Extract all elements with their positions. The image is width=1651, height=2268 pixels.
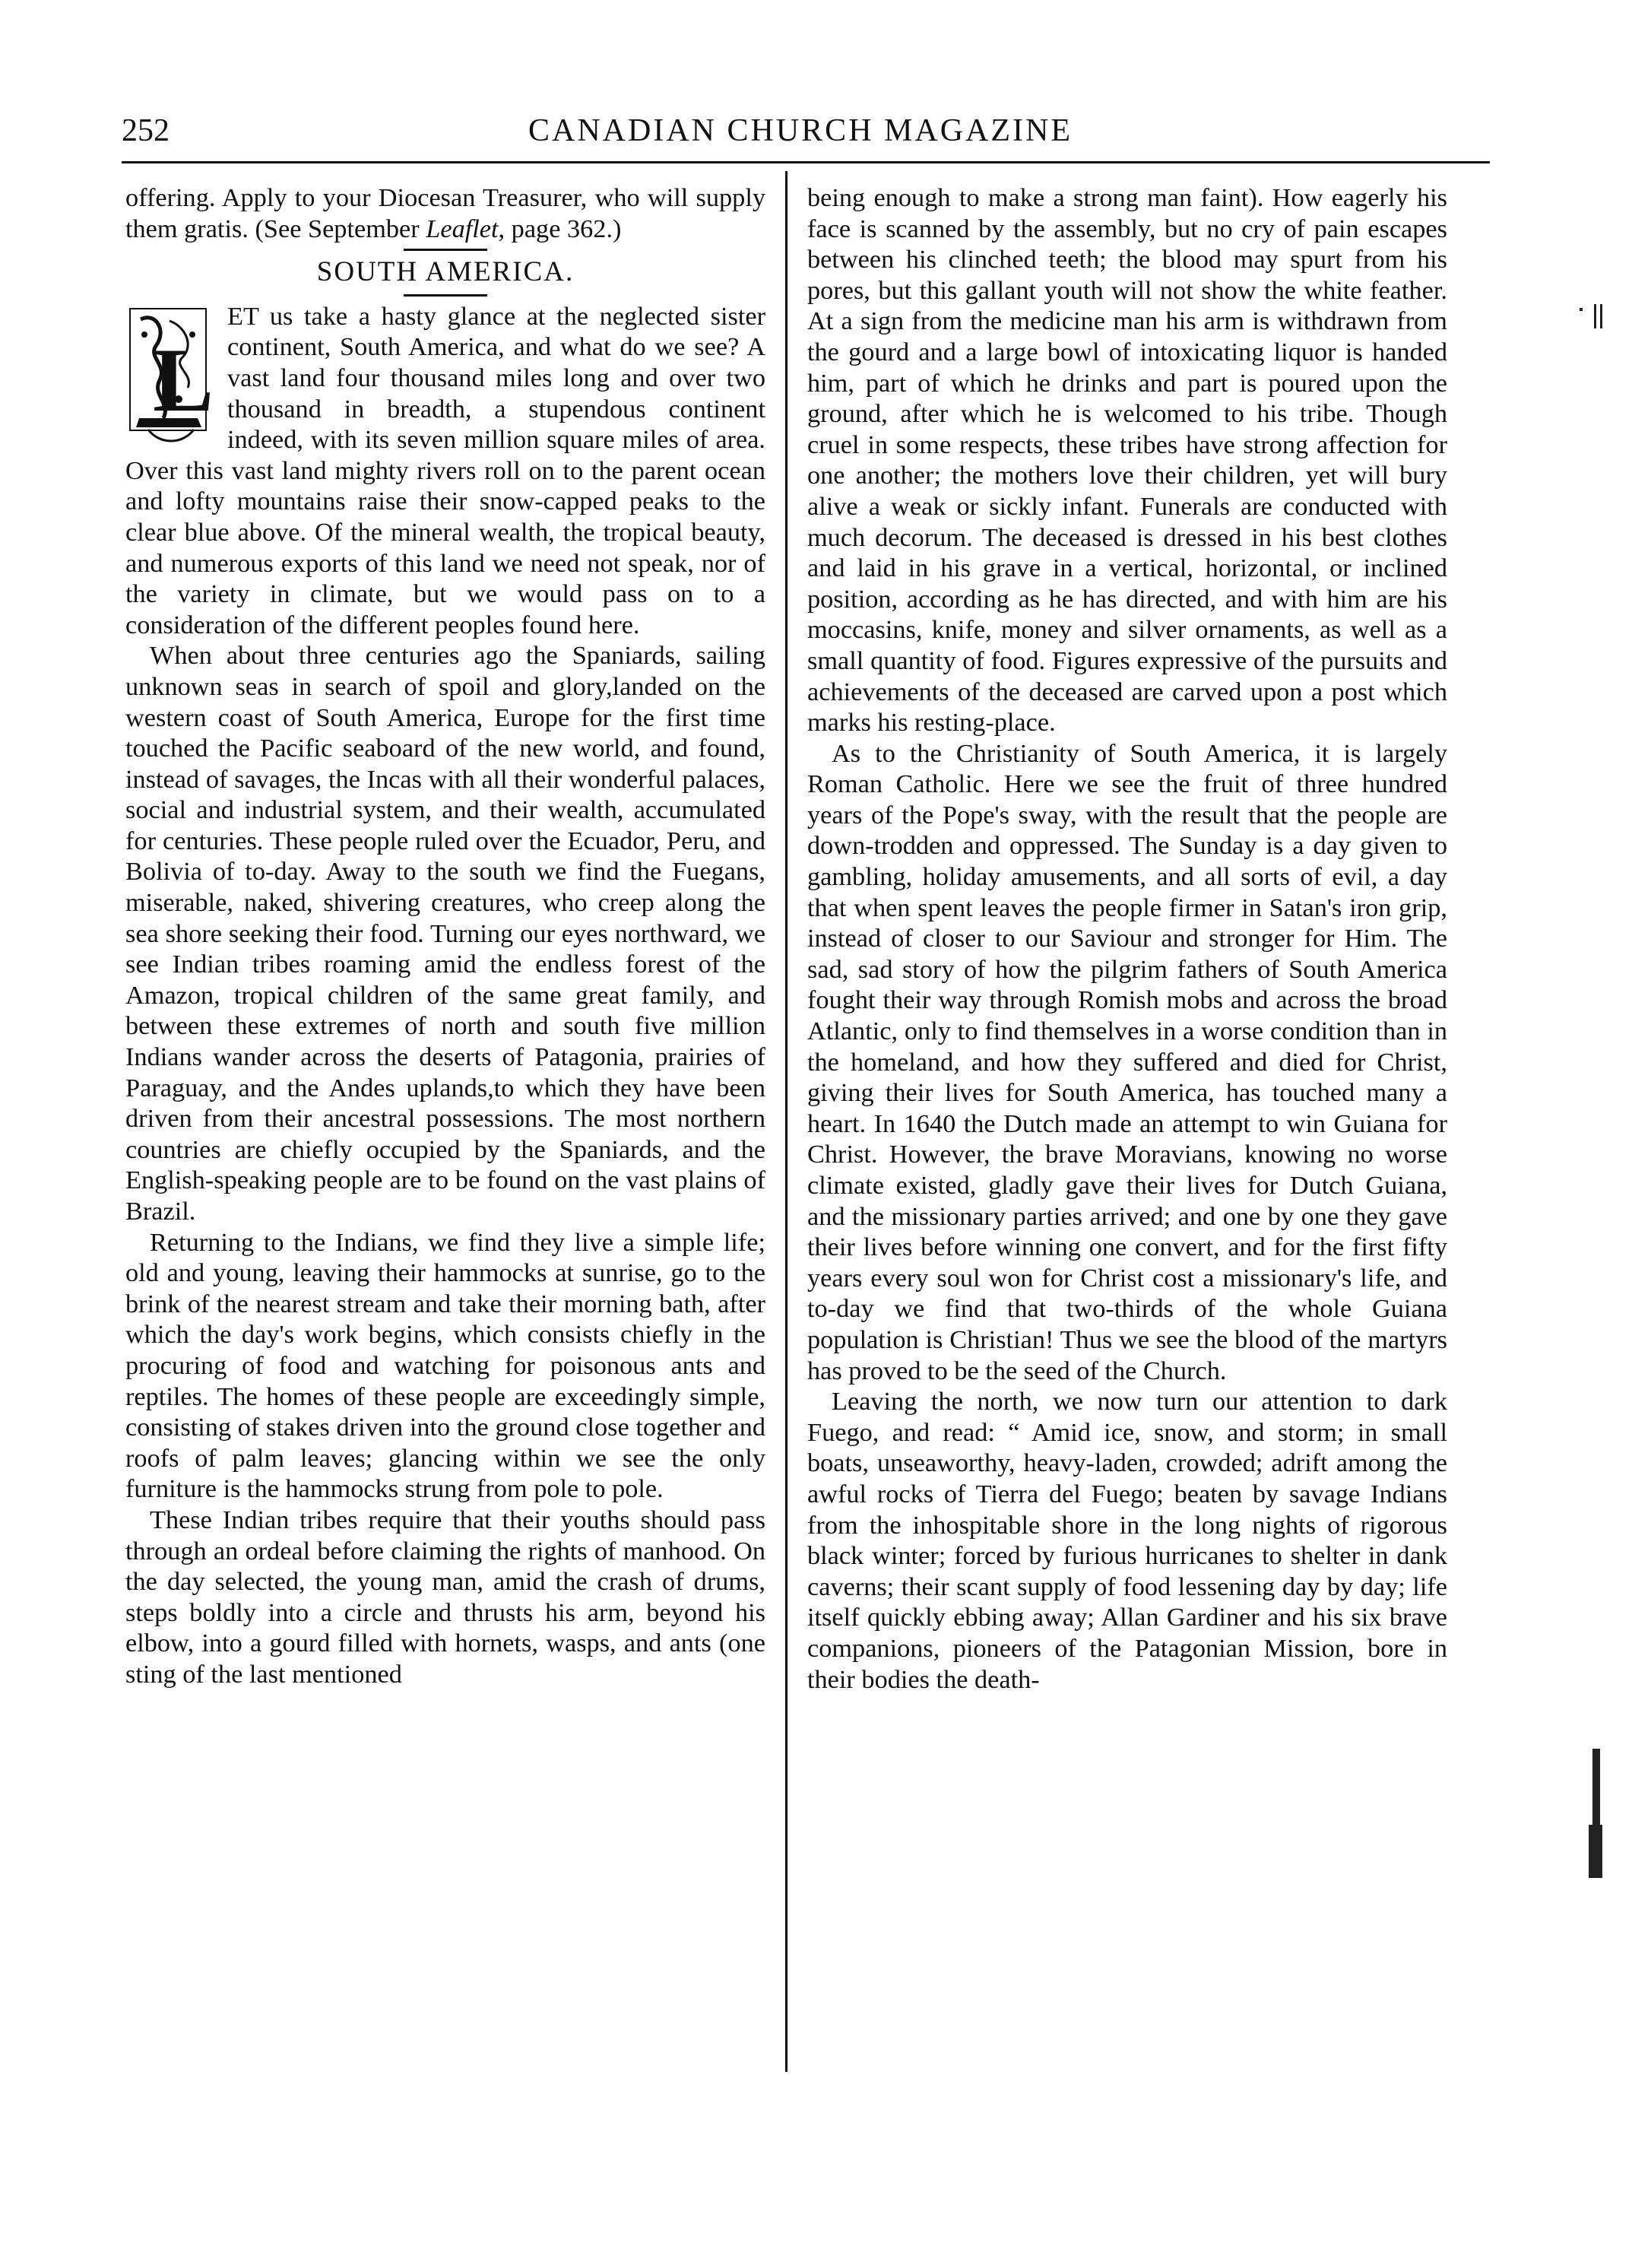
ornamental-dropcap-l — [125, 304, 217, 452]
section-rule-bottom — [404, 294, 487, 297]
scan-mark — [1594, 304, 1596, 328]
running-title: CANADIAN CHURCH MAGAZINE — [528, 113, 1073, 148]
paragraph-fuego: Leaving the north, we now turn our attention to dark Fuego, and read: “ Amid ice, snow, and storm; in small boats, unseaworthy, heavy-laden, crowded; adrift among the awful rocks of Tierra del Fuego; beaten by savage Indians from the inhospitable shore in the long nights of rigorous black winter; forced by furious hurricanes to shelter in dank caverns; their scant supply of food lessening day by day; life itself quickly ebbing away; Allan Gardiner and his six brave companions, pioneers of the Patagonian Mission, bore in their bodies the death- — [807, 1387, 1447, 1694]
paragraph-1-text: ET us take a hasty glance at the neglected sister continent, South America, and what do we see? A vast land four thousand miles long and over two thousand in breadth, a stupendous continent indeed, with its seven million square miles of area. Over this vast land mighty rivers roll on to the parent ocean and lofty mountains raise their snow-capped peaks to the clear blue above. Of the mineral wealth, the tropical beauty, and numerous exports of this land we need not speak, nor of the variety in climate, but we would pass on to a consideration of the different peoples found here. — [125, 301, 765, 639]
right-column — [807, 182, 1447, 1695]
page-number: 252 — [122, 113, 170, 148]
section-heading: SOUTH AMERICA. — [316, 256, 575, 288]
scan-mark — [1580, 308, 1583, 311]
intro-text: offering. Apply to your Diocesan Treasurer, who will supply them gratis. (See September — [125, 183, 765, 243]
intro-text-end: , page 362.) — [498, 214, 622, 243]
paragraph-1 — [125, 301, 765, 641]
page-header — [122, 105, 1490, 158]
leaflet-title: Leaflet — [426, 214, 499, 243]
scan-mark — [1589, 1825, 1602, 1878]
paragraph-4: These Indian tribes require that their youths should pass through an ordeal before claiming the rights of manhood. On the day selected, the young man, amid the crash of drums, steps boldly into a circle and thrusts his arm, beyond his elbow, into a gourd filled with hornets, wasps, and ants (one sting of the last mentioned — [125, 1505, 765, 1689]
paragraph-3: Returning to the Indians, we find they live a simple life; old and young, leaving their hammocks at sunrise, go to the brink of the nearest stream and take their morning bath, after which the day's work begins, which consists chiefly in the procuring of food and watching for poisonous ants and reptiles. The homes of these people are exceedingly simple, consisting of stakes driven into the ground close together and roofs of palm leaves; glancing within we see the only furniture is the hammocks strung from pole to pole. — [125, 1227, 765, 1504]
intro-paragraph — [125, 182, 765, 244]
scan-mark — [1600, 304, 1602, 328]
left-column — [125, 182, 765, 1690]
section-rule-top — [404, 249, 487, 251]
paragraph-2: When about three centuries ago the Spaniards, sailing unknown seas in search of spoil and glory,landed on the western coast of South America, Europe for the first time touched the Pacific seaboard of the new world, and found, instead of savages, the Incas with all their wonderful palaces, social and industrial system, and their wealth, accumulated for centuries. These people ruled over the Ecuador, Peru, and Bolivia of to-day. Away to the south we find the Fuegans, miserable, naked, shivering creatures, who creep along the sea shore seeking their food. Turning our eyes northward, we see Indian tribes roaming amid the endless forest of the Amazon, tropical children of the same great family, and between these extremes of north and south five million Indians wander across the deserts of Patagonia, prairies of Paraguay, and the Andes uplands,to which they have been driven from their ancestral possessions. The most northern countries are chiefly occupied by the Spaniards, and the English-speaking people are to be found on the vast plains of Brazil. — [125, 641, 765, 1226]
header-rule — [122, 161, 1490, 163]
column-divider — [785, 171, 787, 2072]
paragraph-christianity: As to the Christianity of South America, it is largely Roman Catholic. Here we see the fruit of three hundred years of the Pope's sway, with the result that the people are down-trodden and oppressed. The Sunday is a day given to gambling, holiday amusements, and all sorts of evil, a day that when spent leaves the people firmer in Satan's iron grip, instead of closer to our Saviour and stronger for Him. The sad, sad story of how the pilgrim fathers of South America fought their way through Romish mobs and across the broad Atlantic, only to find themselves in a worse condition than in the homeland, and how they suffered and died for Christ, giving their lives for South America, has touched many a heart. In 1640 the Dutch made an attempt to win Guiana for Christ. However, the brave Moravians, knowing no worse climate existed, gladly gave their lives for Dutch Guiana, and the missionary parties arrived; and one by one they gave their lives before winning one convert, and for the first fifty years every soul won for Christ cost a missionary's life, and to-day we find that two-thirds of the whole Guiana population is Christian! Thus we see the blood of the martyrs has proved to be the seed of the Church. — [807, 738, 1447, 1385]
svg-text:L: L — [153, 328, 214, 430]
paragraph-continued: being enough to make a strong man faint). How eagerly his face is scanned by the assembly, but no cry of pain escapes between his clinched teeth; the blood may spurt from his pores, but this gallant youth will not show the white feather. At a sign from the medicine man his arm is withdrawn from the gourd and a large bowl of intoxicating liquor is handed him, part of which he drinks and part is poured upon the ground, after which he is welcomed to his tribe. Though cruel in some respects, these tribes have strong affection for one another; the mothers love their children, yet will bury alive a weak or sickly infant. Funerals are conducted with much decorum. The deceased is dressed in his best clothes and laid in his grave in a vertical, horizontal, or inclined position, according as he has directed, and with him are his moccasins, knife, money and silver ornaments, as well as a small quantity of food. Figures expressive of the pursuits and achievements of the deceased are carved upon a post which marks his resting-place. — [807, 183, 1447, 737]
